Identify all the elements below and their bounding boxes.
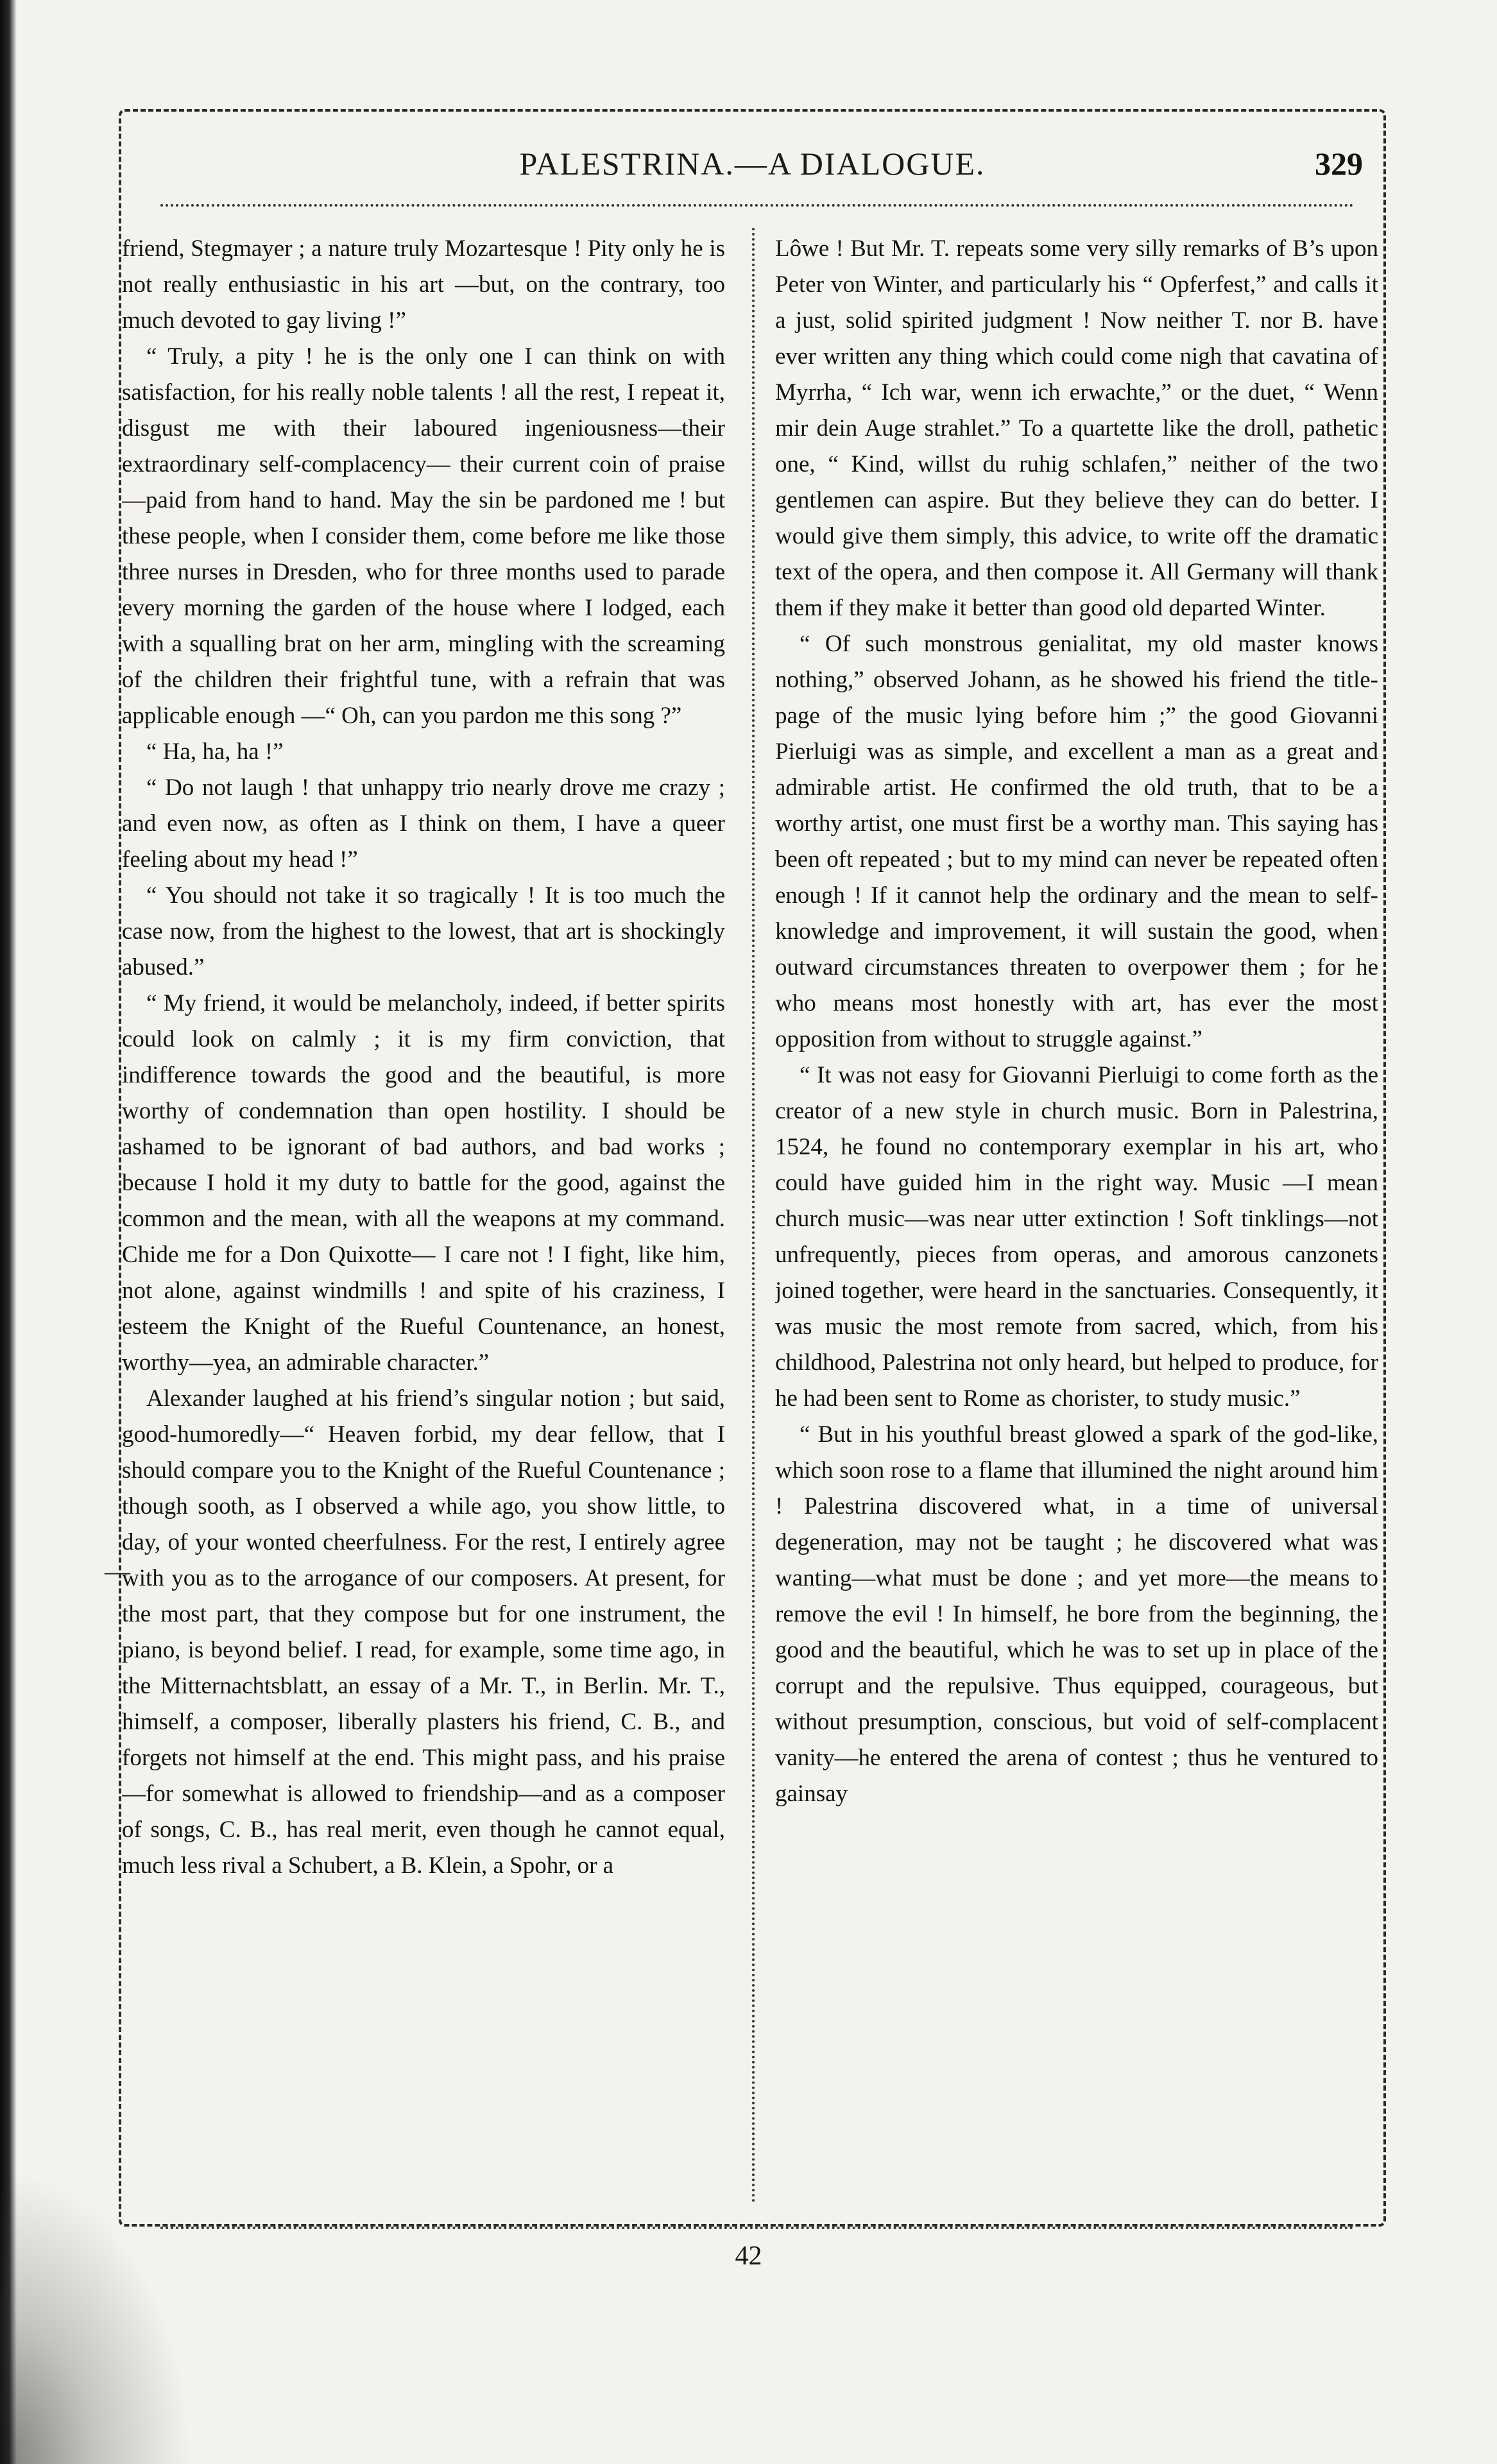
page-number: 329 (1315, 146, 1363, 182)
paragraph: “ It was not easy for Giovanni Pierluigi to come forth as the creator of a new style in church music. Born in Palestrina, 1524, he found no contemporary exemplar in his art, who could have guided him in the right way. Music —I mean church music—was near utter extinction ! Soft tinklings—not unfrequently, pieces from operas, and amorous canzonets joined together, were heard in the sanctuaries. Consequently, it was music the most remote from sacred, which, from his childhood, Palestrina not only heard, but helped to produce, for he had been sent to Rome as chorister, to study music.” (775, 1062, 1378, 1412)
page-header (119, 145, 1386, 203)
paragraph: “ You should not take it so tragically ! It is too much the case now, from the highest to the lowest, that art is shockingly abused.” (122, 882, 725, 980)
paragraph: “ Do not laugh ! that unhappy trio nearly drove me crazy ; and even now, as often as I think on them, I have a queer feeling about my head !” (122, 774, 725, 873)
left-column (122, 231, 725, 2207)
paragraph: “ My friend, it would be melancholy, indeed, if better spirits could look on calmly ; it is my firm conviction, that indifference towards the good and the beautiful, is more worthy of condemnation than open hostility. I should be ashamed to be ignorant of bad authors, and bad works ; because I hold it my duty to battle for the good, against the common and the mean, with all the weapons at my command. Chide me for a Don Quixotte— I care not ! I fight, like him, not alone, against windmills ! and spite of his craziness, I esteem the Knight of the Rueful Countenance, an honest, worthy—yea, an admirable character.” (122, 990, 725, 1376)
book-spine-shadow (0, 0, 17, 2464)
margin-mark: — (105, 1557, 130, 1586)
column-divider (752, 228, 755, 2204)
signature-number: 42 (735, 2241, 762, 2271)
footer-rule (160, 2227, 1354, 2229)
header-rule (160, 204, 1354, 207)
running-head: PALESTRINA.—A DIALOGUE. (519, 146, 986, 182)
paragraph: “ Ha, ha, ha !” (146, 739, 284, 765)
paragraph: “ Of such monstrous genialitat, my old master knows nothing,” observed Johann, as he showed his friend the title-page of the music lying before him ;” the good Giovanni Pierluigi was as simple, and excellent a man as a great and admirable artist. He confirmed the old truth, that to be a worthy artist, one must first be a worthy man. This saying has been oft repeated ; but to my mind can never be repeated often enough ! If it cannot help the ordinary and the mean to self-knowledge and improvement, it will sustain the good, when outward circumstances threaten to overpower them ; for he who means most honestly with art, has ever the most opposition from without to struggle against.” (775, 631, 1378, 1052)
right-column (775, 231, 1378, 2207)
paragraph: “ Truly, a pity ! he is the only one I can think on with satisfaction, for his really noble talents ! all the rest, I repeat it, disgust me with their laboured ingeniousness—their extraordinary self-complacency— their current coin of praise—paid from hand to hand. May the sin be pardoned me ! but these people, when I consider them, come before me like those three nurses in Dresden, who for three months used to parade every morning the garden of the house where I lodged, each with a squalling brat on her arm, mingling with the screaming of the children their frightful tune, with a refrain that was applicable enough —“ Oh, can you pardon me this song ?” (122, 343, 725, 729)
paragraph: Lôwe ! But Mr. T. repeats some very silly remarks of B’s upon Peter von Winter, and particularly his “ Opferfest,” and calls it a just, solid spirited judgment ! Now neither T. nor B. have ever written any thing which could come nigh that cavatina of Myrrha, “ Ich war, wenn ich erwachte,” or the duet, “ Wenn mir dein Auge strahlet.” To a quartette like the droll, pathetic one, “ Kind, willst du ruhig schlafen,” neither of the two gentlemen can aspire. But they believe they can do better. I would give them simply, this advice, to write off the dramatic text of the opera, and then compose it. All Germany will thank them if they make it better than good old departed Winter. (775, 235, 1378, 621)
paragraph: “ But in his youthful breast glowed a spark of the god-like, which soon rose to a flame that illumined the night around him ! Palestrina discovered what, in a time of universal degeneration, may not be taught ; he discovered what was wanting—what must be done ; and yet more—the means to remove the evil ! In himself, he bore from the beginning, the good and the beautiful, which he was to set up in place of the corrupt and the repulsive. Thus equipped, courageous, but without presumption, conscious, but void of self-complacent vanity—he entered the arena of contest ; thus he ventured to gainsay (775, 1421, 1378, 1807)
paragraph: Alexander laughed at his friend’s singular notion ; but said, good-humoredly—“ Heaven forbid, my dear fellow, that I should compare you to the Knight of the Rueful Countenance ; though sooth, as I observed a while ago, you show little, to day, of your wonted cheerfulness. For the rest, I entirely agree with you as to the arrogance of our composers. At present, for the most part, that they compose but for one instrument, the piano, is beyond belief. I read, for example, some time ago, in the Mitternachtsblatt, an essay of a Mr. T., in Berlin. Mr. T., himself, a composer, liberally plasters his friend, C. B., and forgets not himself at the end. This might pass, and his praise—for somewhat is allowed to friendship—and as a composer of songs, C. B., has real merit, even though he cannot equal, much less rival a Schubert, a B. Klein, a Spohr, or a (122, 1385, 725, 1879)
paragraph: friend, Stegmayer ; a nature truly Mozartesque ! Pity only he is not really enthusiastic in his art —but, on the contrary, too much devoted to gay living !” (122, 235, 725, 334)
